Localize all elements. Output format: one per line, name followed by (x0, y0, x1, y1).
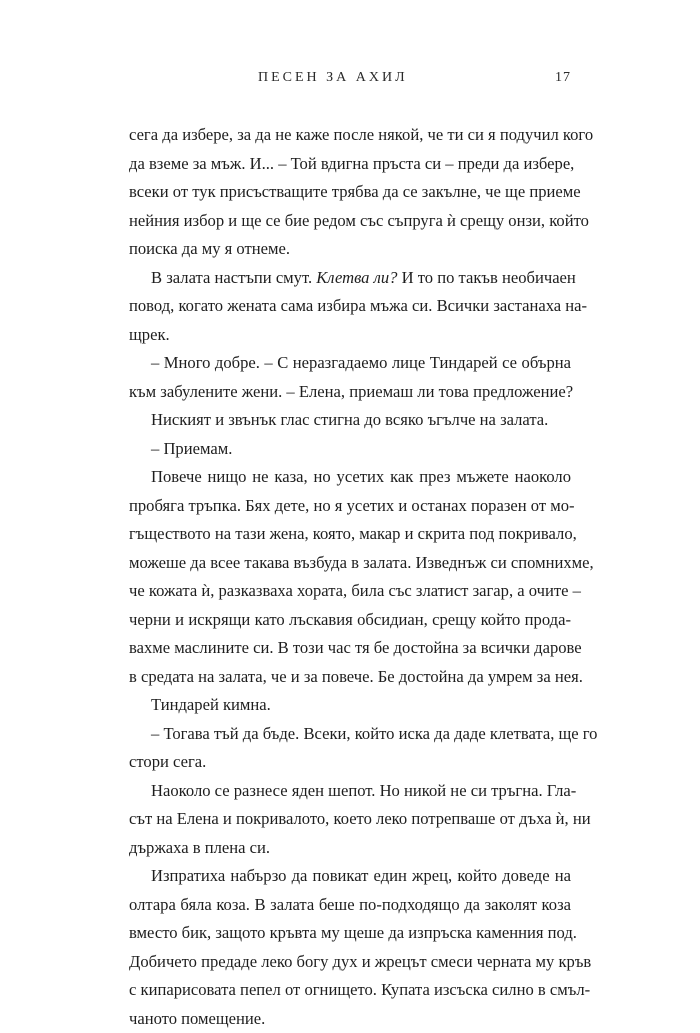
text-line: вахме маслините си. В този час тя бе достойна за всички дарове (129, 634, 571, 663)
text-line: поиска да му я отнеме. (129, 235, 571, 264)
text-line: щрек. (129, 321, 571, 350)
text-line: олтара бяла коза. В залата беше по-подходящо да заколят коза (129, 891, 571, 920)
text-line: Изпратиха набързо да повикат един жрец, който доведе на (129, 862, 571, 891)
text-line: да вземе за мъж. И... – Той вдигна пръста си – преди да избере, (129, 150, 571, 179)
text-line: че кожата ѝ, разказваха хората, била със златист загар, а очите – (129, 577, 571, 606)
text-line: можеше да всее такава възбуда в залата. Изведнъж си спомнихме, (129, 549, 571, 578)
text-line: сега да избере, за да не каже после някой, че ти си я подучил кого (129, 121, 571, 150)
page-number: 17 (555, 70, 571, 86)
text-line: Наоколо се разнесе яден шепот. Но никой не си тръгна. Гла- (129, 777, 571, 806)
text-line: Добичето предаде леко богу дух и жрецът смеси черната му кръв (129, 948, 571, 977)
text-line: чаното помещение. (129, 1005, 571, 1033)
text-line: – Приемам. (129, 435, 571, 464)
text-line-end: И то по такъв необичаен (397, 268, 575, 287)
text-line: Ниският и звънък глас стигна до всяко ъгълче на залата. (129, 406, 571, 435)
text-line: вместо бик, защото кръвта му щеше да изпръска каменния под. (129, 919, 571, 948)
text-line-start: В залата настъпи смут. (151, 268, 316, 287)
text-line: в средата на залата, че и за повече. Бе достойна да умрем за нея. (129, 663, 571, 692)
italic-phrase: Клетва ли? (316, 268, 397, 287)
running-head-title: ПЕСЕН ЗА АХИЛ (258, 70, 408, 86)
text-line: пробяга тръпка. Бях дете, но я усетих и останах поразен от мо- (129, 492, 571, 521)
text-line: черни и искрящи като лъскавия обсидиан, срещу който прода- (129, 606, 571, 635)
text-line: всеки от тук присъстващите трябва да се закълне, че ще приеме (129, 178, 571, 207)
text-line: държаха в плена си. (129, 834, 571, 863)
text-line: Повече нищо не каза, но усетих как през мъжете наоколо (129, 463, 571, 492)
body-text (129, 121, 571, 1033)
text-line: сът на Елена и покривалото, което леко потрепваше от дъха ѝ, ни (129, 805, 571, 834)
text-line: с кипарисовата пепел от огнището. Купата изсъска силно в смъл- (129, 976, 571, 1005)
text-line-with-italic (129, 264, 571, 293)
text-line: – Много добре. – С неразгадаемо лице Тиндарей се обърна (129, 349, 571, 378)
text-line: повод, когато жената сама избира мъжа си. Всички застанаха на- (129, 292, 571, 321)
text-line: Тиндарей кимна. (129, 691, 571, 720)
text-line: нейния избор и ще се бие редом със съпруга ѝ срещу онзи, който (129, 207, 571, 236)
text-line: към забулените жени. – Елена, приемаш ли това предложение? (129, 378, 571, 407)
text-line: гъществото на тази жена, която, макар и скрита под покривало, (129, 520, 571, 549)
text-line: стори сега. (129, 748, 571, 777)
text-line: – Тогава тъй да бъде. Всеки, който иска да даде клетвата, ще го (129, 720, 571, 749)
